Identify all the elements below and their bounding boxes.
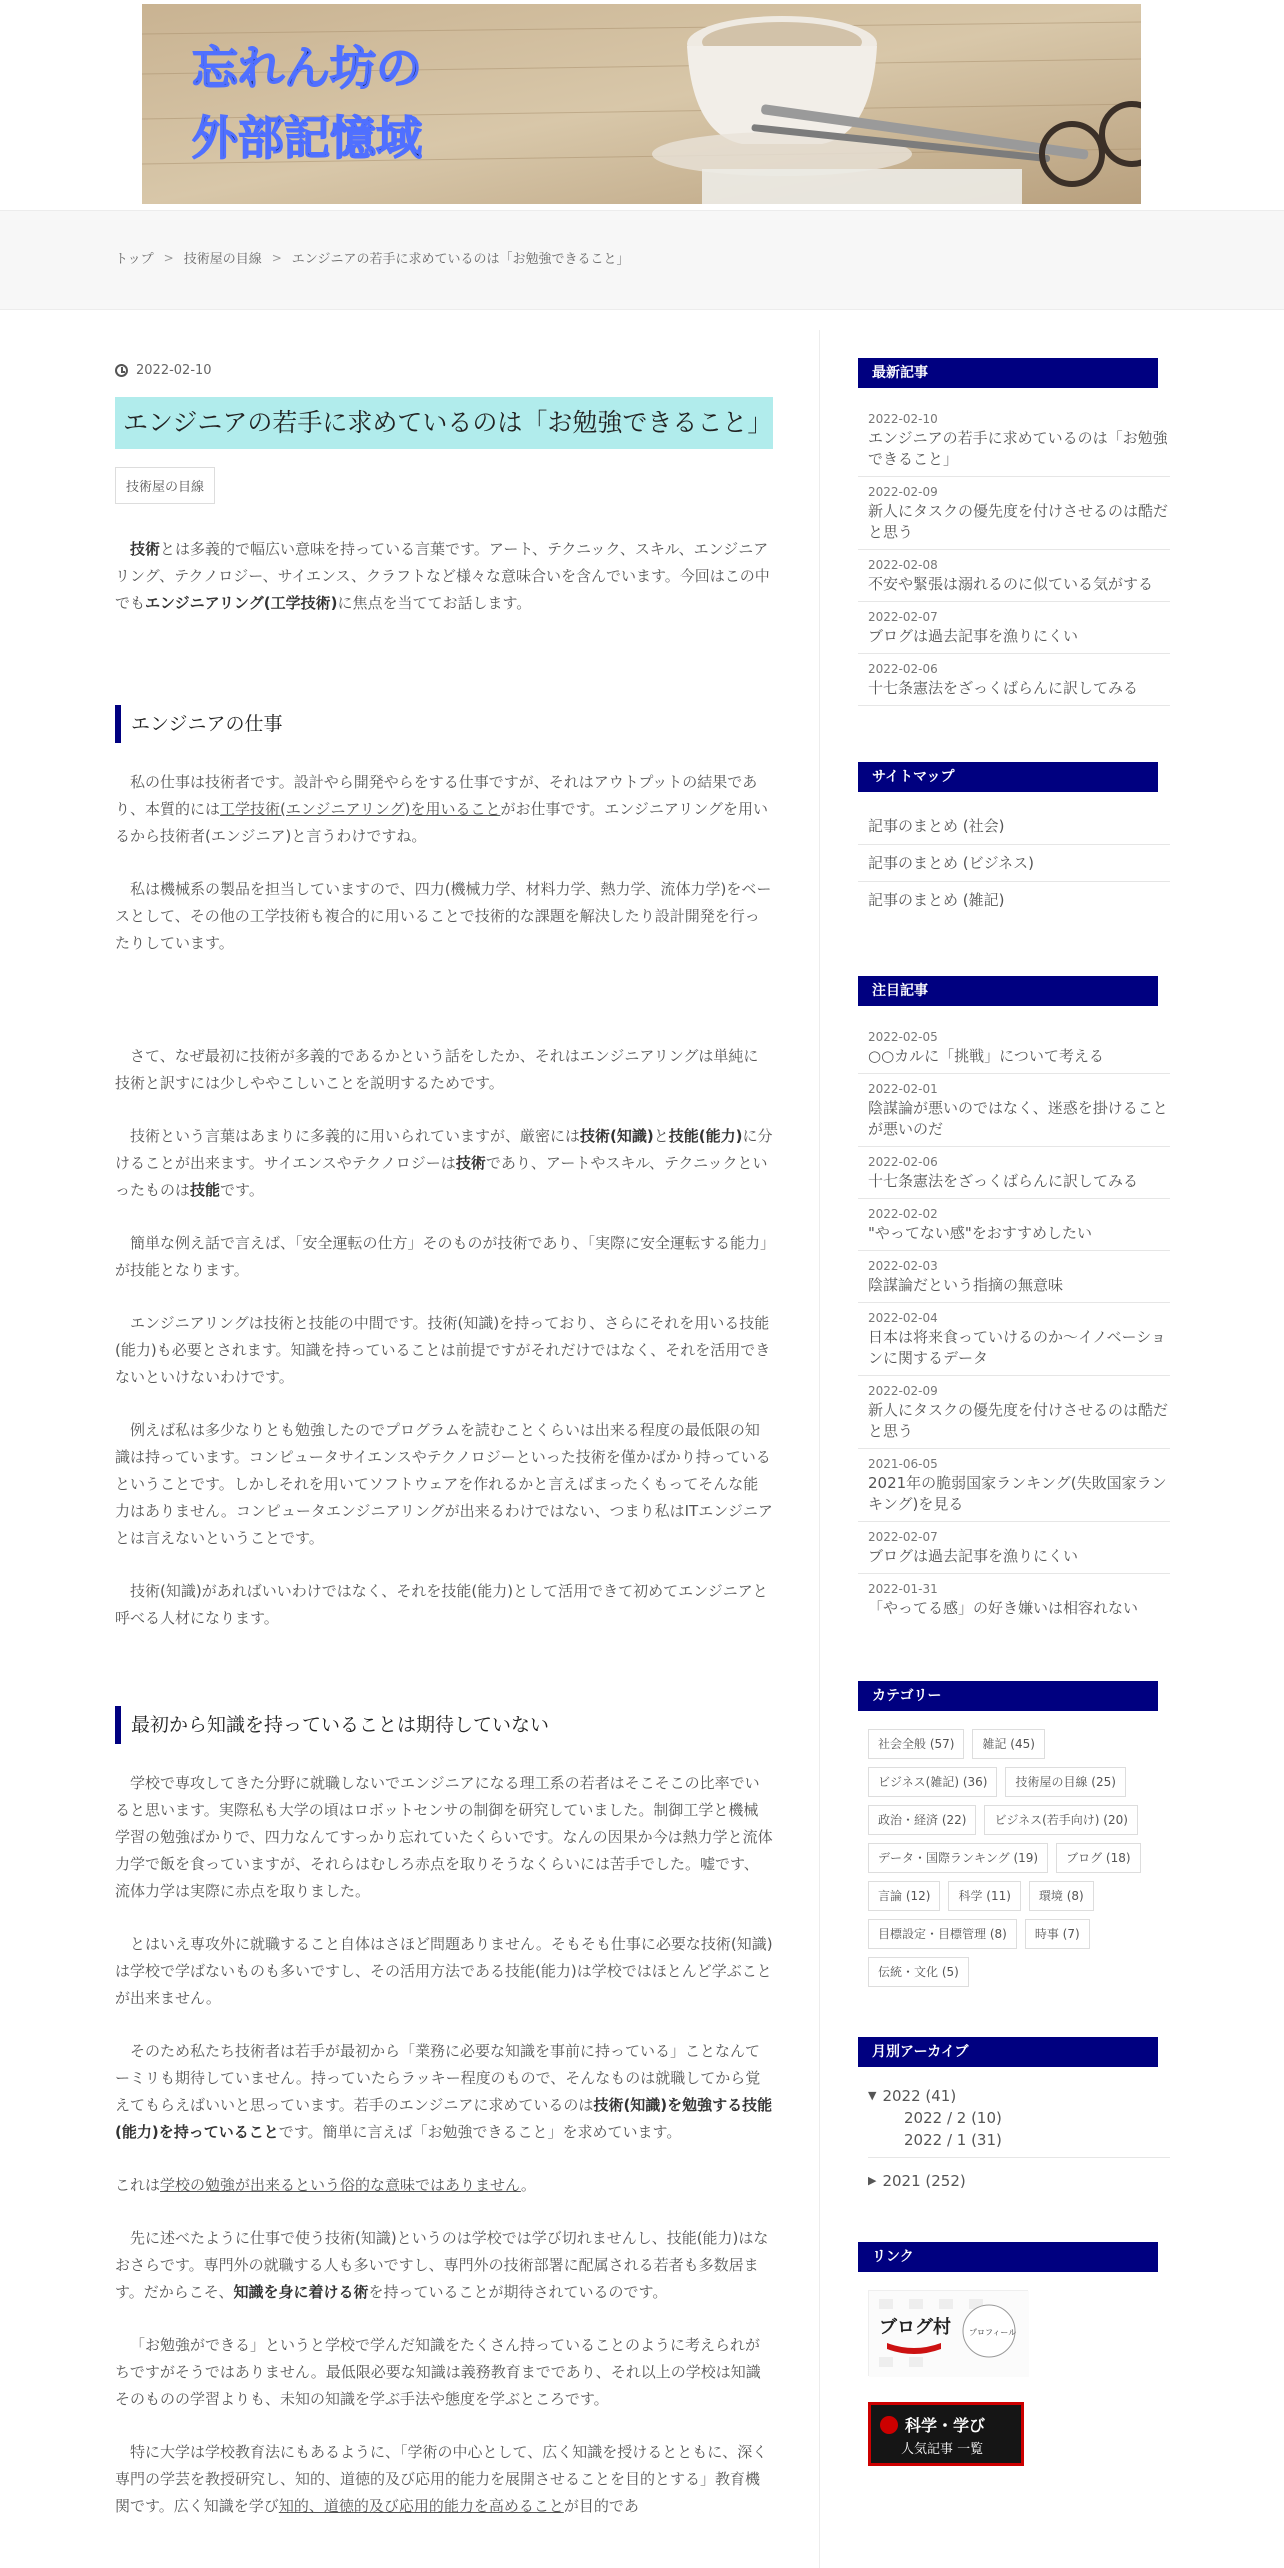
site-header <box>0 0 1284 210</box>
underlined-text: 工学技術(エンジニアリング)を用いること <box>220 800 501 818</box>
item-title: 不安や緊張は溺れるのに似ている気がする <box>868 575 1154 593</box>
widget-title: 注目記事 <box>858 976 1158 1006</box>
item-title: 「やってる感」の好き嫌いは相容れない <box>868 1599 1139 1617</box>
widget-recent-posts <box>858 358 1170 706</box>
item-date: 2022-02-07 <box>868 1530 938 1544</box>
text: に焦点を当ててお話します。 <box>337 594 532 612</box>
links-list <box>858 2290 1170 2466</box>
sitemap-link[interactable]: 記事のまとめ (雑記) <box>868 891 1005 909</box>
item-title: 新人にタスクの優先度を付けさせるのは酷だと思う <box>868 502 1169 541</box>
column-divider <box>819 330 820 2568</box>
bold-text: 技術(知識) <box>580 1127 654 1145</box>
post-date <box>115 355 773 385</box>
science-ranking-banner-image <box>871 2405 1021 2463</box>
blogmura-profile-text: プロフィール <box>969 2328 1017 2337</box>
item-title: 陰謀論だという指摘の無意味 <box>868 1276 1064 1294</box>
category-tag[interactable]: 社会全般 (57) <box>868 1729 964 1759</box>
paragraph: 技術(知識)があればいいわけではなく、それを技能(能力)として活用できて初めてエンジニアと呼べる人材になります。 <box>115 1582 768 1627</box>
section-heading: エンジニアの仕事 <box>115 705 773 743</box>
list-item[interactable] <box>858 1147 1170 1199</box>
breadcrumb <box>115 248 629 267</box>
widget-title: サイトマップ <box>858 762 1158 792</box>
item-title: 陰謀論が悪いのではなく、迷惑を掛けることが悪いのだ <box>868 1099 1168 1138</box>
paragraph: さて、なぜ最初に技術が多義的であるかという話をしたか、それはエンジニアリングは単純に技術と訳すには少しややこしいことを説明するためです。 <box>115 1047 759 1092</box>
item-date: 2022-02-06 <box>868 1155 938 1169</box>
post-date-text: 2022-02-10 <box>136 362 212 378</box>
text: であり、アートやスキル、テクニックといったものは <box>115 1154 768 1199</box>
item-title: ブログは過去記事を漁りにくい <box>868 627 1079 645</box>
header-banner-link[interactable] <box>142 4 1141 204</box>
paragraph: 「お勉強ができる」というと学校で学んだ知識をたくさん持っていることのように考えられがちですがそうではありません。最低限必要な知識は義務教育までであり、それ以上の学校は知識そのものの学習よりも、未知の知識を学ぶ手法や態度を学ぶところです。 <box>115 2336 761 2408</box>
blogmura-banner[interactable] <box>868 2290 1028 2376</box>
item-date: 2022-02-07 <box>868 610 938 624</box>
paragraph: エンジニアリングは技術と技能の中間です。技術(知識)を持っており、さらにそれを用いる技能(能力)も必要とされます。知識を持っていることは前提ですがそれだけではなく、それを活用できないといけないわけです。 <box>115 1314 771 1386</box>
item-title: ブログは過去記事を漁りにくい <box>868 1547 1079 1565</box>
category-tag[interactable]: 時事 (7) <box>1025 1919 1090 1949</box>
article-body <box>115 536 773 2520</box>
breadcrumb-top-link[interactable]: トップ <box>115 252 154 267</box>
widget-title: 月別アーカイブ <box>858 2037 1158 2067</box>
category-tag[interactable]: 伝統・文化 (5) <box>868 1957 969 1987</box>
paragraph <box>115 2225 773 2306</box>
item-date: 2022-02-10 <box>868 412 938 426</box>
archive-year-label: 2021 (252) <box>882 2172 966 2190</box>
item-title: 2021年の脆弱国家ランキング(失敗国家ランキング)を見る <box>868 1474 1167 1513</box>
paragraph: 例えば私は多少なりとも勉強したのでプログラムを読むことくらいは出来る程度の最低限の知識は持っています。コンピュータサイエンスやテクノロジーといった技術を僅かばかり持っているということです。しかしそれを用いてソフトウェアを作れるかと言えばまったくもってそんな能力はありません。コンピュータエンジニアリングが出来るわけではない、つまり私はITエンジニアとは言えないということです。 <box>115 1421 773 1547</box>
breadcrumb-bar <box>0 210 1284 310</box>
bold-text: 技能(能力) <box>668 1127 743 1145</box>
item-title: 十七条憲法をざっくばらんに訳してみる <box>868 1172 1139 1190</box>
post-category-tag[interactable]: 技術屋の目線 <box>115 467 215 504</box>
item-title: ○○カルに「挑戦」について考える <box>868 1047 1104 1065</box>
list-item[interactable] <box>858 1022 1170 1074</box>
blogmura-text: ブログ村 <box>879 2317 951 2338</box>
widget-title: 最新記事 <box>858 358 1158 388</box>
widget-title: カテゴリー <box>858 1681 1158 1711</box>
list-item[interactable] <box>858 602 1170 654</box>
archive-year-2021[interactable] <box>868 2170 1170 2192</box>
list-item[interactable] <box>858 1449 1170 1522</box>
science-banner-line-2: 人気記事 一覧 <box>901 2442 984 2457</box>
item-title: 新人にタスクの優先度を付けさせるのは酷だと思う <box>868 1401 1169 1440</box>
paragraph <box>115 1123 773 1204</box>
text: を持っていることが期待されているのです。 <box>368 2283 668 2301</box>
category-tag[interactable]: ビジネス(雑記) (36) <box>868 1767 997 1797</box>
item-date: 2022-02-09 <box>868 485 938 499</box>
widget-sitemap <box>858 762 1170 918</box>
paragraph: とはいえ専攻外に就職すること自体はさほど問題ありません。そもそも仕事に必要な技術(知識)は学校で学ばないものも多いですし、その活用方法である技能(能力)は学校ではほとんど学ぶことが出来ません。 <box>115 1935 773 2007</box>
item-title: エンジニアの若手に求めているのは「お勉強できること」 <box>868 429 1168 468</box>
item-date: 2021-06-05 <box>868 1457 938 1471</box>
text: です。簡単に言えば「お勉強できること」を求めています。 <box>278 2123 682 2141</box>
sitemap-list <box>858 808 1170 918</box>
category-tag-cloud <box>858 1729 1178 1987</box>
list-item[interactable] <box>858 1376 1170 1449</box>
science-banner-line-1: 科学・学び <box>905 2416 986 2435</box>
list-item[interactable] <box>858 550 1170 602</box>
widget-categories <box>858 1681 1170 1987</box>
item-title: 日本は将来食っていけるのか～イノベーションに関するデータ <box>868 1328 1166 1367</box>
text: 特に大学は学校教育法にもあるように、「学術の中心として、広く知識を授けるとともに、深く専門の学芸を教授研究し、知的、道徳的及び応用的能力を展開させることを目的とする」教育機関です。広く知識を学び <box>115 2443 768 2515</box>
breadcrumb-current: エンジニアの若手に求めているのは「お勉強できること」 <box>291 252 630 267</box>
item-date: 2022-02-06 <box>868 662 938 676</box>
category-tag[interactable]: 雑記 (45) <box>972 1729 1044 1759</box>
text: 私の仕事は技術者です。設計やら開発やらをする仕事ですが、それはアウトプットの結果であり、本質的には <box>115 773 758 818</box>
list-item[interactable] <box>858 1522 1170 1574</box>
spacer <box>115 957 773 1017</box>
widget-monthly-archive <box>858 2037 1170 2192</box>
widget-title: リンク <box>858 2242 1158 2272</box>
category-tag[interactable]: ビジネス(若手向け) (20) <box>984 1805 1137 1835</box>
text: これは <box>115 2176 161 2194</box>
list-item[interactable] <box>858 1251 1170 1303</box>
featured-posts-list <box>858 1022 1170 1625</box>
category-tag[interactable]: 技術屋の目線 (25) <box>1005 1767 1125 1797</box>
text: が目的であ <box>563 2497 639 2515</box>
sitemap-link[interactable]: 記事のまとめ (ビジネス) <box>858 845 1170 882</box>
blogmura-banner-image <box>869 2291 1029 2377</box>
list-item[interactable] <box>858 477 1170 550</box>
header-banner-image <box>142 4 1141 204</box>
science-ranking-banner[interactable] <box>868 2402 1024 2466</box>
bold-text: エンジニアリング(工学技術) <box>145 594 338 612</box>
paragraph: 学校で専攻してきた分野に就職しないでエンジニアになる理工系の若者はそこそこの比率でいると思います。実際私も大学の頃はロボットセンサの制御を研究していました。制御工学と機械学習の勉強ばかりで、四力なんてすっかり忘れていたくらいです。なんの因果か今は熱力学と流体力学で飯を食っていますが、それらはむしろ赤点を取りそうなくらいには苦手でした。嘘です、流体力学は実際に赤点を取りました。 <box>115 1774 773 1900</box>
category-tag[interactable]: 政治・経済 (22) <box>868 1805 976 1835</box>
triangle-down-icon: ▼ <box>868 2089 877 2102</box>
category-tag[interactable]: 科学 (11) <box>948 1881 1020 1911</box>
recent-posts-list <box>858 404 1170 706</box>
logo-line-2: 外部記憶域 <box>192 111 422 165</box>
text: です。 <box>220 1181 264 1199</box>
bold-text: 技術 <box>130 540 161 558</box>
list-item[interactable] <box>858 1199 1170 1251</box>
bold-text: 知識を身に着ける術 <box>233 2283 369 2301</box>
text: と <box>653 1127 669 1145</box>
bold-text: 技能 <box>190 1181 221 1199</box>
text: がお仕事です。エンジニアリングを用いるから技術者(エンジニア)と言うわけですね。 <box>115 800 768 845</box>
widget-featured-posts <box>858 976 1170 1625</box>
category-tag[interactable]: ブログ (18) <box>1056 1843 1140 1873</box>
item-date: 2022-02-01 <box>868 1082 938 1096</box>
item-date: 2022-02-04 <box>868 1311 938 1325</box>
category-tag[interactable]: 目標設定・目標管理 (8) <box>868 1919 1017 1949</box>
list-item[interactable] <box>858 404 1170 477</box>
archive-tree <box>858 2085 1170 2192</box>
category-tag[interactable]: 言論 (12) <box>868 1881 940 1911</box>
breadcrumb-category-link[interactable]: 技術屋の目線 <box>183 252 262 267</box>
item-title: 十七条憲法をざっくばらんに訳してみる <box>868 679 1139 697</box>
item-date: 2022-02-09 <box>868 1384 938 1398</box>
clock-icon <box>115 364 128 377</box>
text: 先に述べたように仕事で使う技術(知識)というのは学校では学び切れませんし、技能(能力)はなおさらです。専門外の就職する人も多いですし、専門外の技術部署に配属される若者も多数居ます。だからこそ、 <box>115 2229 769 2301</box>
underlined-text: 知的、道徳的及び応用的能力を高めること <box>278 2497 564 2515</box>
archive-year-label: 2022 (41) <box>882 2087 957 2105</box>
text: そのため私たち技術者は若手が最初から「業務に必要な知識を事前に持っている」ことなんてーミリも期待していません。持っていたらラッキー程度のもので、そんなものは就職してから覚えてもらえばいいと思っています。若手のエンジニアに求めているのは <box>115 2042 761 2114</box>
intro-paragraph <box>115 536 773 617</box>
category-tag[interactable]: 環境 (8) <box>1029 1881 1094 1911</box>
archive-month-link[interactable]: 2022 / 2 (10) <box>904 2109 1002 2127</box>
text: 。 <box>520 2176 536 2194</box>
text: 技術という言葉はあまりに多義的に用いられていますが、厳密には <box>130 1127 581 1145</box>
item-date: 2022-02-02 <box>868 1207 938 1221</box>
bold-text: 技術 <box>455 1154 486 1172</box>
widget-links <box>858 2242 1170 2466</box>
text: に分けることが出来ます。サイエンスやテクノロジーは <box>115 1127 773 1172</box>
item-date: 2022-02-05 <box>868 1030 938 1044</box>
paragraph <box>115 2439 773 2520</box>
paragraph: 簡単な例え話で言えば、「安全運転の仕方」そのものが技術であり、「実際に安全運転する能力」が技能となります。 <box>115 1234 768 1279</box>
list-item[interactable] <box>858 1303 1170 1376</box>
list-item[interactable] <box>858 1074 1170 1147</box>
list-item[interactable] <box>858 1574 1170 1625</box>
item-title: "やってない感"をおすすめしたい <box>868 1224 1092 1242</box>
paragraph <box>115 2172 773 2199</box>
triangle-right-icon: ▶ <box>868 2174 877 2187</box>
breadcrumb-separator: > <box>163 250 174 265</box>
section-heading: 最初から知識を持っていることは期待していない <box>115 1706 773 1744</box>
item-date: 2022-02-03 <box>868 1259 938 1273</box>
divider <box>868 2157 1170 2158</box>
item-date: 2022-01-31 <box>868 1582 938 1596</box>
list-item[interactable] <box>858 654 1170 706</box>
post-title: エンジニアの若手に求めているのは「お勉強できること」 <box>115 397 773 449</box>
article <box>115 355 773 2520</box>
item-date: 2022-02-08 <box>868 558 938 572</box>
paragraph <box>115 2038 773 2146</box>
archive-year-2022[interactable] <box>868 2085 1170 2107</box>
category-tag[interactable]: データ・国際ランキング (19) <box>868 1843 1048 1873</box>
breadcrumb-separator: > <box>271 250 282 265</box>
archive-month-link[interactable]: 2022 / 1 (31) <box>904 2131 1002 2149</box>
sitemap-link[interactable]: 記事のまとめ (社会) <box>858 808 1170 845</box>
underlined-text: 学校の勉強が出来るという俗的な意味ではありません <box>160 2176 521 2194</box>
sidebar <box>858 358 1170 2466</box>
text: とは多義的で幅広い意味を持っている言葉です。アート、テクニック、スキル、エンジニアリング、テクノロジー、サイエンス、クラフトなど様々な意味合いを含んでいます。今回はこの中でも <box>115 540 770 612</box>
paragraph <box>115 769 773 850</box>
bold-text: 技術(知識)を勉強する技能(能力)を持っていること <box>115 2096 773 2141</box>
logo-line-1: 忘れん坊の <box>192 41 422 95</box>
paragraph: 私は機械系の製品を担当していますので、四力(機械力学、材料力学、熱力学、流体力学)をベースとして、その他の工学技術も複合的に用いることで技術的な課題を解決したり設計開発を行ったりしています。 <box>115 880 772 952</box>
